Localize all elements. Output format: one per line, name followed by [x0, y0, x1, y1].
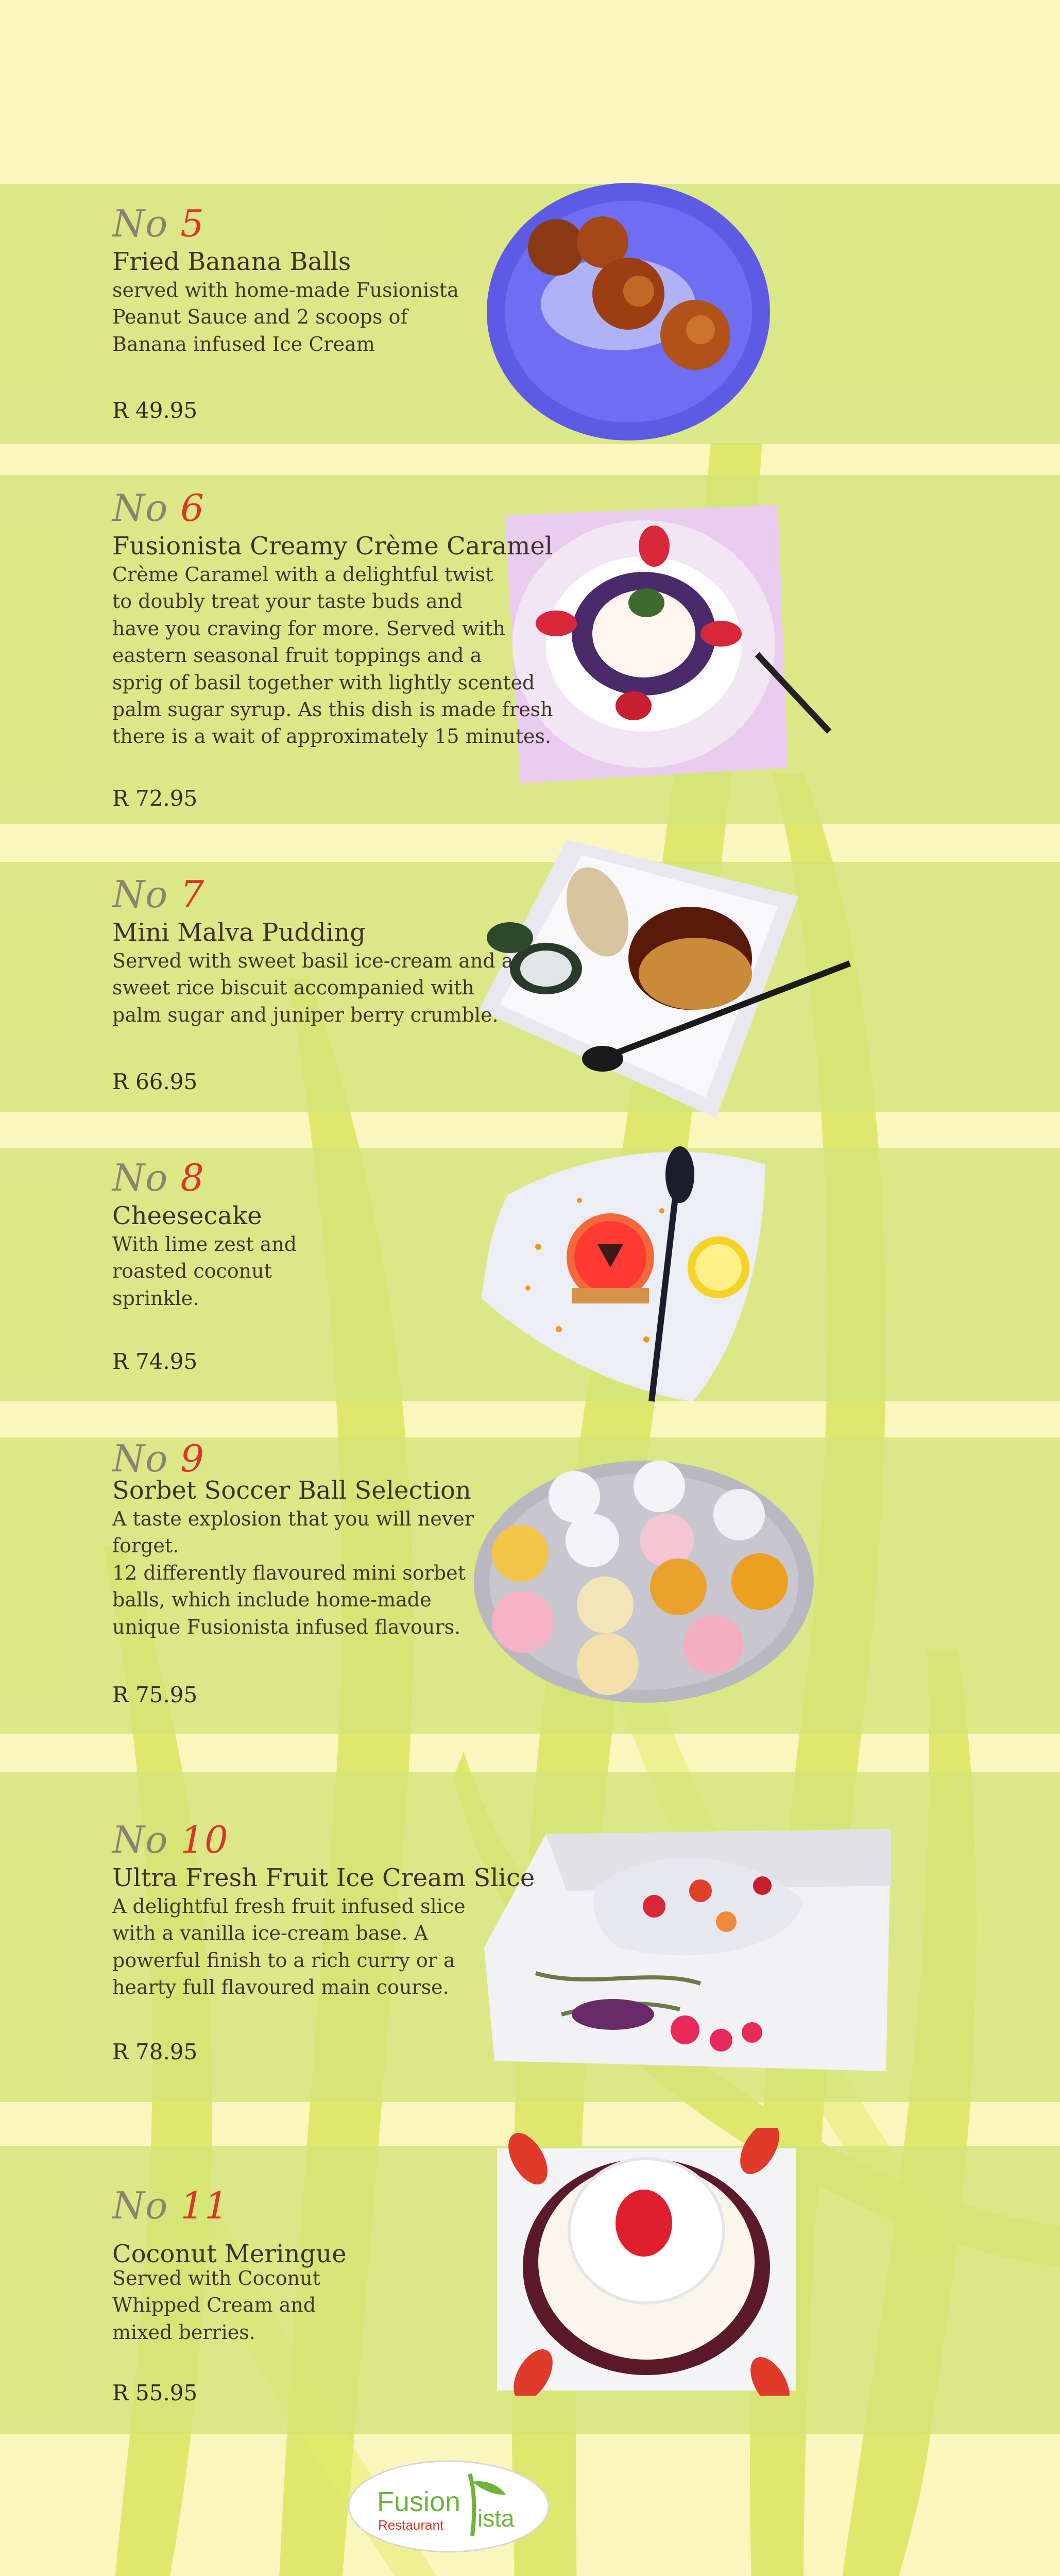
item-number: No 7: [112, 873, 205, 916]
item-title: Fried Banana Balls: [112, 247, 351, 276]
item-number: No 8: [112, 1156, 205, 1199]
item-number: No 5: [112, 202, 205, 245]
fusionista-logo: [346, 2459, 551, 2554]
ice-cream-slice-icon: [484, 1814, 896, 2071]
menu-item-11: [112, 2184, 347, 2346]
item-title: Mini Malva Pudding: [112, 918, 366, 947]
logo-word-fusion: Fusion: [377, 2486, 461, 2517]
menu-item-5: [112, 202, 459, 358]
item-description: A taste explosion that you will never forget. 12 differently flavoured mini sorbet balls, which include home-made unique Fusionista infused flavours.: [112, 1507, 474, 1638]
item-price: R 55.95: [112, 2380, 198, 2405]
item-number: No 6: [112, 486, 205, 530]
item-description: Served with Coconut Whipped Cream and mixed berries.: [112, 2266, 320, 2344]
item-description: A delightful fresh fruit infused slice with a vanilla ice-cream base. A powerful finish to a rich curry or a hearty full flavoured main course.: [112, 1894, 466, 1999]
menu-item-6: [112, 486, 553, 750]
item-title: Coconut Meringue: [112, 2240, 347, 2268]
item-description: With lime zest and roasted coconut sprinkle.: [112, 1232, 297, 1310]
item-number: No 10: [112, 1818, 229, 1861]
item-title: Sorbet Soccer Ball Selection: [112, 1476, 471, 1505]
logo-sub: Restaurant: [378, 2517, 444, 2533]
menu-item-8: [112, 1156, 297, 1312]
fried-banana-balls-icon: [484, 180, 773, 443]
menu-item-9: [112, 1437, 474, 1640]
item-description: Crème Caramel with a delightful twist to doubly treat your taste buds and have you craving for more. Served with eastern seasonal fruit toppings and a sprig of basil together with lightly scented palm sugar syrup. As this dish is made fresh there is a wait of approximately 15 minutes.: [112, 563, 553, 748]
item-number: No 9: [112, 1437, 205, 1480]
item-price: R 72.95: [112, 786, 198, 811]
item-title: Ultra Fresh Fruit Ice Cream Slice: [112, 1863, 535, 1892]
item-price: R 74.95: [112, 1349, 198, 1374]
malva-pudding-icon: [479, 835, 865, 1123]
item-title: Fusionista Creamy Crème Caramel: [112, 532, 553, 561]
item-price: R 78.95: [112, 2039, 198, 2064]
item-title: Cheesecake: [112, 1201, 262, 1230]
item-description: served with home-made Fusionista Peanut Sauce and 2 scoops of Banana infused Ice Cream: [112, 278, 459, 355]
item-price: R 49.95: [112, 398, 198, 423]
cheesecake-icon: [476, 1133, 775, 1412]
sorbet-balls-icon: [471, 1458, 816, 1705]
item-price: R 75.95: [112, 1682, 198, 1707]
coconut-meringue-icon: [492, 2128, 811, 2396]
logo-word-ista: ista: [477, 2505, 515, 2532]
item-number: No 11: [112, 2184, 229, 2227]
item-price: R 66.95: [112, 1069, 198, 1094]
menu-item-10: [112, 1818, 535, 2001]
item-description: Served with sweet basil ice-cream and a sweet rice biscuit accompanied with palm sugar and juniper berry crumble.: [112, 949, 514, 1026]
menu-item-7: [112, 873, 514, 1028]
